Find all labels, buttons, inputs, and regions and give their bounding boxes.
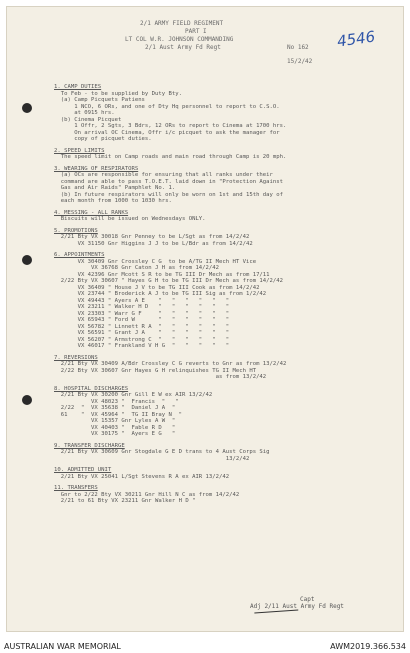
order-item-title: 1. CAMP DUTIES <box>54 84 102 90</box>
footer-accession-number: AWM2019.366.534 <box>330 642 406 651</box>
order-body <box>54 84 394 510</box>
order-item-line: VX 36768 Gnr Caton J H as from 14/2/42 <box>54 265 220 271</box>
order-item-line: VX 23744 " Broderick A J to be TG III Sig as from 1/2/42 <box>54 291 267 297</box>
order-item-line: at 0915 hrs. <box>54 110 115 116</box>
header-line-2: PART I <box>185 28 207 35</box>
order-item-title: 2. SPEED LIMITS <box>54 147 105 154</box>
header-line-1: 2/1 ARMY FIELD REGIMENT <box>140 20 224 27</box>
order-item-line: 2/21 Bty VX 30018 Gnr Penney to be L/Sgt as from 14/2/42 <box>54 234 250 240</box>
order-item-line: (a) OCs are responsible for ensuring that all ranks under their <box>54 172 273 178</box>
order-item <box>54 386 394 438</box>
order-item-line: 61 " VX 45964 " TG II Bray N " <box>54 411 182 418</box>
order-item <box>54 148 394 161</box>
order-item-line: VX 56207 " Armstrong C " " " " " " <box>54 336 230 343</box>
order-item-line: VX 56591 " Grant J A " " " " " " <box>54 330 230 336</box>
handwritten-reference: 4546 <box>335 27 377 51</box>
order-item-line: 2/21 Bty VX 25041 L/Sgt Stevens R A ex AIR 13/2/42 <box>54 473 230 480</box>
order-item <box>54 84 394 143</box>
punch-hole <box>22 255 32 265</box>
order-item-line: On arrival OC Cinema, Offr i/c picquet to ask the manager for <box>54 129 280 136</box>
order-item-line: (a) Camp Picquets Patiens <box>54 97 145 103</box>
archive-footer <box>0 640 410 653</box>
order-item-line: Gnr to 2/22 Bty VX 30211 Gnr Hill N C as from 14/2/42 <box>54 491 240 498</box>
order-item-line: 2/21 Bty VX 30609 Gnr Stogdale G E D trans to 4 Aust Corps Sig <box>54 449 270 455</box>
order-item-line: VX 42396 Gnr Mcott S R to be TG III Dr Mech as from 17/11 <box>54 271 270 278</box>
order-item-title: 9. TRANSFER DISCHARGE <box>54 442 125 449</box>
order-item-line: The speed limit on Camp roads and main road through Camp is 20 mph. <box>54 154 287 160</box>
order-item-line: VX 30409 Gnr Crossley C G to be A/TG II Mech HT Vice <box>54 258 257 265</box>
order-item <box>54 252 394 350</box>
order-item-line: VX 46017 " Frankland V H G " " " " " <box>54 343 230 349</box>
order-item-line: 1 NCO, 6 ORs, and one of Dty Hq personnel to report to C.S.O. <box>54 103 280 110</box>
order-item <box>54 467 394 480</box>
order-item-line: VX 40403 " Fable R D " <box>54 424 176 431</box>
order-item-line: VX 49443 " Ayers A E " " " " " " <box>54 297 230 304</box>
punch-hole <box>22 395 32 405</box>
order-item-title: 6. APPOINTMENTS <box>54 252 105 258</box>
order-item-line: To Feb - to be supplied by Duty Bty. <box>54 90 182 97</box>
signature-title: Adj 2/11 Aust Army Fd Regt <box>250 603 344 610</box>
order-item-line: VX 65943 " Ford W " " " " " " <box>54 317 230 323</box>
order-item-line: VX 15357 Gnr Lyles A W " <box>54 418 176 424</box>
order-item-line: 13/2/42 <box>54 455 250 462</box>
footer-archive-name: AUSTRALIAN WAR MEMORIAL <box>4 642 121 651</box>
order-item <box>54 166 394 205</box>
order-item-line: VX 56782 " Linnett R A " " " " " " <box>54 323 230 330</box>
order-item <box>54 485 394 505</box>
order-item-line: 2/22 Bty VX 30607 " Hayes G H to be TG III Dr Mech as from 14/2/42 <box>54 278 284 284</box>
order-item-line: copy of picquet duties. <box>54 136 152 142</box>
order-item-line: Biscuits will be issued on Wednesdays ONLY. <box>54 216 206 222</box>
order-item-line: 2/21 Bty VX 30409 A/Bdr Crossley C G reverts to Gnr as from 13/2/42 <box>54 361 287 367</box>
order-item-title: 3. WEARING OF RESPIRATORS <box>54 165 139 172</box>
order-number: No 162 <box>287 44 309 51</box>
order-item-line: command are able to pass T.O.E.T. laid down in "Protection Against <box>54 178 284 185</box>
order-item-line: VX 36409 " House J V to be TG III Cook as from 14/2/42 <box>54 284 260 291</box>
order-item-title: 7. REVERSIONS <box>54 354 98 361</box>
order-item-title: 4. MESSING - ALL RANKS <box>54 209 129 216</box>
order-item-line: (b) Cinema Picquet <box>54 116 122 123</box>
order-item <box>54 228 394 248</box>
signature-rank: Capt <box>300 596 315 603</box>
order-item-line: 1 Offr, 2 Sgts, 3 Bdrs, 12 ORs to report to Cinema at 1700 hrs. <box>54 123 287 129</box>
header-line-3: LT COL W.R. JOHNSON COMMANDING <box>125 36 234 43</box>
order-item-line: VX 23303 " Warr G F " " " " " " <box>54 310 230 317</box>
order-item-line: 2/21 to 61 Bty VX 23211 Gnr Walker H D " <box>54 498 196 504</box>
order-item-title: 5. PROMOTIONS <box>54 227 98 234</box>
order-item-title: 10. ADMITTED UNIT <box>54 467 112 473</box>
order-item-line: as from 13/2/42 <box>54 374 267 380</box>
order-item <box>54 443 394 463</box>
order-item-line: VX 48023 " Francis " " <box>54 398 179 405</box>
order-item-line: (b) In future respirators will only be worn on 1st and 15th day of <box>54 191 284 198</box>
order-date: 15/2/42 <box>287 58 313 65</box>
punch-hole <box>22 103 32 113</box>
order-item-line: VX 31150 Gnr Higgins J J to be L/Bdr as from 14/2/42 <box>54 240 253 247</box>
order-item-line: each month from 1000 to 1030 hrs. <box>54 198 172 204</box>
order-item-title: 11. TRANSFERS <box>54 485 98 491</box>
order-item-line: VX 23211 " Walker H D " " " " " " <box>54 304 230 310</box>
header-line-4: 2/1 Aust Army Fd Regt <box>145 44 221 51</box>
order-item <box>54 210 394 223</box>
order-item-line: 2/22 Bty VX 30607 Gnr Hayes G H relinquishes TG II Mech HT <box>54 367 257 374</box>
signature-block <box>250 596 344 610</box>
order-item-line: Gas and Air Raids" Pamphlet No. 1. <box>54 185 176 191</box>
order-item-line: VX 30175 " Ayers E G " <box>54 431 176 437</box>
order-item-line: 2/21 Bty VX 30200 Gnr Gill E W ex AIR 13/2/42 <box>54 392 213 398</box>
order-item-line: 2/22 " VX 35638 " Daniel J A " <box>54 405 176 411</box>
order-item-title: 8. HOSPITAL DISCHARGES <box>54 385 129 392</box>
order-item <box>54 355 394 381</box>
